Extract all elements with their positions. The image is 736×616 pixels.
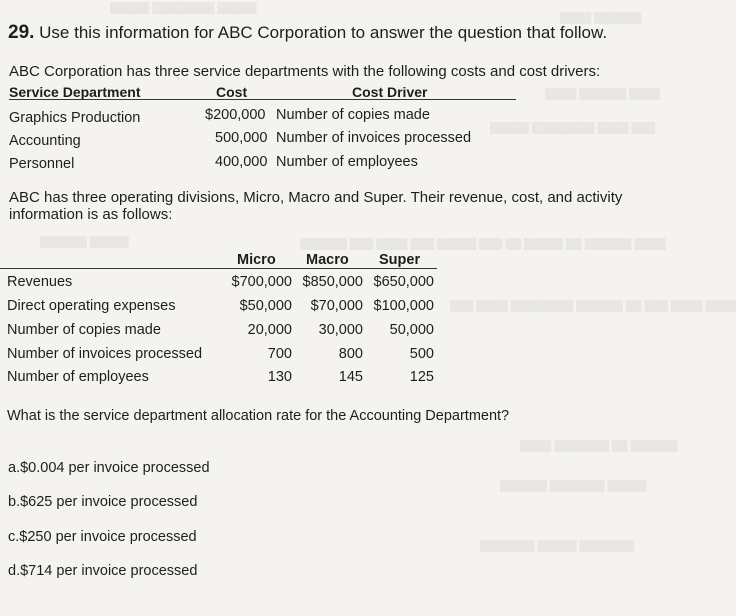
bleed-through-text: ▒▒▒▒▒▒▒ ▒▒▒▒▒ ▒▒▒▒▒▒▒ [480, 540, 635, 552]
micro-value: 700 [267, 346, 292, 362]
bleed-through-text: ▒▒▒ ▒▒▒▒ ▒▒▒▒▒▒▒▒ ▒▒▒▒▒▒ ▒▒ ▒▒▒ ▒▒▒▒ ▒▒▒▒ [450, 300, 736, 312]
service-dept-driver: Number of employees [276, 154, 418, 170]
bleed-through-text: ▒▒▒▒▒▒ ▒▒▒ ▒▒▒▒ ▒▒▒ ▒▒▒▒▒ ▒▒▒ ▒▒ ▒▒▒▒▒ ▒▒ ▒▒▒▒▒▒ ▒▒▒▒ [300, 238, 666, 250]
micro-value: 130 [267, 369, 292, 385]
service-dept-cost: 400,000 [215, 154, 268, 170]
operating-row-label: Number of copies made [7, 322, 161, 338]
macro-value: 145 [338, 369, 363, 385]
question-title [8, 22, 607, 44]
macro-value: $70,000 [310, 298, 363, 314]
question-prompt: Use this information for ABC Corporation to answer the question that follow. [39, 23, 608, 42]
bleed-through-text: ▒▒▒▒▒ ▒▒▒▒▒▒▒▒ ▒▒▒▒ ▒▒▒ [490, 122, 656, 134]
service-dept-name: Accounting [9, 133, 81, 149]
bleed-through-text: ▒▒▒▒▒▒ ▒▒▒▒▒ [40, 236, 129, 248]
super-value: 500 [409, 346, 434, 362]
service-header-rule [9, 99, 516, 100]
header-macro: Macro [306, 252, 349, 268]
bleed-through-text: ▒▒▒▒▒▒ ▒▒▒▒▒▒▒ ▒▒▒▒▒ [500, 480, 647, 492]
operating-intro [9, 189, 622, 223]
super-value: $100,000 [373, 298, 434, 314]
answer-choice-c[interactable]: c.$250 per invoice processed [8, 529, 197, 545]
super-value: $650,000 [373, 274, 434, 290]
operating-row-label: Number of employees [7, 369, 149, 385]
super-value: 125 [409, 369, 434, 385]
service-dept-cost: 500,000 [215, 130, 268, 146]
bleed-through-text: ▒▒▒▒ ▒▒▒▒▒▒ [560, 12, 641, 24]
macro-value: 800 [338, 346, 363, 362]
operating-row-label: Direct operating expenses [7, 298, 176, 314]
operating-row-label: Number of invoices processed [7, 346, 203, 362]
service-dept-driver: Number of copies made [276, 107, 430, 123]
macro-value: $850,000 [302, 274, 363, 290]
bleed-through-text: ▒▒▒▒ ▒▒▒▒▒▒ ▒▒▒▒ [545, 88, 661, 100]
header-cost: Cost [216, 84, 248, 100]
header-super: Super [379, 252, 421, 268]
operating-row-label: Revenues [7, 274, 73, 290]
micro-value: 20,000 [247, 322, 292, 338]
macro-value: 30,000 [318, 322, 363, 338]
operating-header-rule [0, 268, 437, 269]
service-dept-cost: $200,000 [205, 107, 266, 123]
answer-choice-a[interactable]: a.$0.004 per invoice processed [8, 460, 210, 476]
bleed-through-text: ▒▒▒▒ ▒▒▒▒▒▒▒ ▒▒ ▒▒▒▒▒▒ [520, 440, 678, 452]
question-ask: What is the service department allocation rate for the Accounting Department? [7, 408, 510, 424]
bleed-through-text: ▒▒▒▒▒ ▒▒▒▒▒▒▒▒ ▒▒▒▒▒ [110, 2, 257, 14]
question-number: 29. [8, 22, 35, 43]
micro-value: $700,000 [231, 274, 292, 290]
answer-choice-b[interactable]: b.$625 per invoice processed [8, 494, 198, 510]
header-cost-driver: Cost Driver [352, 84, 428, 100]
operating-intro-line-1: ABC has three operating divisions, Micro, Macro and Super. Their revenue, cost, and activity [9, 189, 623, 206]
service-intro: ABC Corporation has three service departments with the following costs and cost drivers: [9, 63, 601, 80]
service-dept-name: Graphics Production [9, 110, 141, 126]
super-value: 50,000 [389, 322, 434, 338]
micro-value: $50,000 [239, 298, 292, 314]
service-dept-name: Personnel [9, 156, 75, 172]
header-service-department: Service Department [9, 84, 141, 100]
service-dept-driver: Number of invoices processed [276, 130, 472, 146]
operating-intro-line-2: information is as follows: [9, 206, 173, 223]
header-micro: Micro [237, 252, 276, 268]
answer-choice-d[interactable]: d.$714 per invoice processed [8, 563, 198, 579]
